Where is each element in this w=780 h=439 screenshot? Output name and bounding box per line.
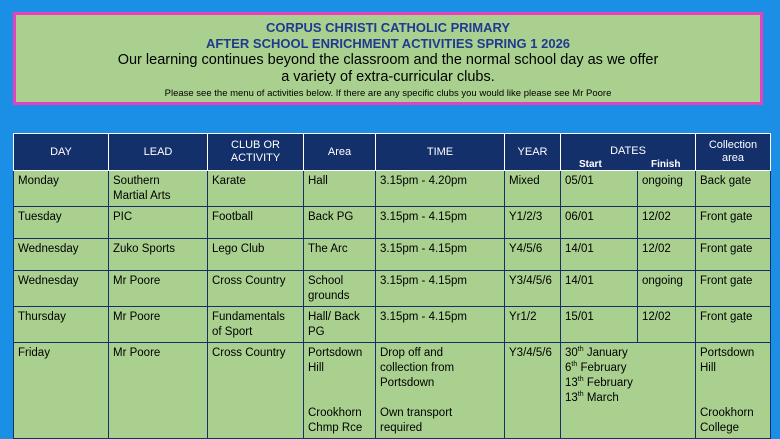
- time-cell: 3.15pm - 4.15pm: [376, 307, 505, 343]
- table-row: [14, 307, 771, 343]
- area-line-1: School: [308, 275, 344, 287]
- table-row: [14, 171, 771, 207]
- lead-line-1: Zuko Sports: [113, 243, 175, 255]
- page-title: AFTER SCHOOL ENRICHMENT ACTIVITIES SPRING 1 2026: [205, 36, 571, 51]
- start-cell: 05/01: [561, 171, 638, 207]
- club-cell: Cross Country: [208, 343, 304, 439]
- lead-cell: [109, 207, 208, 239]
- area-line-1: Back PG: [308, 211, 354, 223]
- club-line-1: Karate: [212, 175, 246, 187]
- club-cell: [208, 271, 304, 307]
- col-area: Area: [304, 134, 376, 171]
- intro-line-1: Our learning continues beyond the classroom and the normal school day as we offer: [117, 52, 659, 68]
- friday-date: 13th March: [565, 391, 619, 404]
- time-line-5: required: [380, 422, 423, 434]
- club-cell: [208, 307, 304, 343]
- collection-cell: Front gate: [696, 207, 771, 239]
- area-line-1: Hall/ Back: [308, 311, 360, 323]
- col-club-line-2: ACTIVITY: [230, 152, 281, 164]
- col-day: DAY: [14, 134, 109, 171]
- header-box: [13, 12, 763, 105]
- table-row: [14, 271, 771, 307]
- time-cell: 3.15pm - 4.15pm: [376, 271, 505, 307]
- finish-cell: ongoing: [638, 271, 696, 307]
- intro-line-2: a variety of extra-curricular clubs.: [281, 69, 495, 85]
- collection-line-3: Crookhorn: [700, 407, 754, 419]
- area-cell: [304, 343, 376, 439]
- lead-line-1: Mr Poore: [113, 275, 161, 287]
- club-line-2: of Sport: [212, 326, 253, 338]
- table-row-friday: [14, 343, 771, 439]
- friday-date: 13th February: [565, 376, 633, 389]
- day-cell: Wednesday: [14, 239, 109, 271]
- lead-cell: [109, 307, 208, 343]
- year-cell: Y3/4/5/6: [505, 343, 561, 439]
- lead-cell: [109, 271, 208, 307]
- club-cell: [208, 171, 304, 207]
- finish-cell: 12/02: [638, 239, 696, 271]
- time-cell: 3.15pm - 4.15pm: [376, 207, 505, 239]
- area-line-1: Portsdown: [308, 347, 363, 359]
- school-name: CORPUS CHRISTI CATHOLIC PRIMARY: [265, 20, 511, 35]
- day-cell: Thursday: [14, 307, 109, 343]
- club-cell: [208, 207, 304, 239]
- header-row: [14, 134, 771, 171]
- col-club-line-1: CLUB OR: [231, 139, 280, 151]
- area-line-1: The Arc: [308, 243, 348, 255]
- time-cell: 3.15pm - 4.15pm: [376, 239, 505, 271]
- intro-note: Please see the menu of activities below. If there are any specific clubs you would like please see Mr Poore: [164, 88, 612, 99]
- col-time: TIME: [376, 134, 505, 171]
- col-lead: LEAD: [109, 134, 208, 171]
- start-cell: 14/01: [561, 239, 638, 271]
- area-cell: [304, 171, 376, 207]
- col-year: YEAR: [505, 134, 561, 171]
- club-line-1: Football: [212, 211, 253, 223]
- day-cell: Friday: [14, 343, 109, 439]
- lead-cell: [109, 239, 208, 271]
- col-finish: Finish: [651, 159, 681, 170]
- year-cell: Y3/4/5/6: [505, 271, 561, 307]
- col-dates-title: DATES: [610, 145, 646, 157]
- day-cell: Monday: [14, 171, 109, 207]
- area-cell: [304, 271, 376, 307]
- dates-cell: [561, 343, 696, 439]
- club-line-1: Cross Country: [212, 275, 286, 287]
- collection-line-1: Portsdown: [700, 347, 755, 359]
- area-cell: [304, 307, 376, 343]
- area-line-4: Chmp Rce: [308, 422, 363, 434]
- area-line-1: Hall: [308, 175, 328, 187]
- collection-line-4: College: [700, 422, 739, 434]
- lead-cell: Mr Poore: [109, 343, 208, 439]
- area-line-2: PG: [308, 326, 325, 338]
- finish-cell: 12/02: [638, 307, 696, 343]
- lead-cell: [109, 171, 208, 207]
- area-cell: [304, 207, 376, 239]
- col-club: [208, 134, 304, 171]
- time-line-4: Own transport: [380, 407, 453, 419]
- area-line-3: Crookhorn: [308, 407, 362, 419]
- friday-date: 6th February: [565, 361, 627, 374]
- start-cell: 14/01: [561, 271, 638, 307]
- col-dates: [561, 134, 696, 171]
- lead-line-2: Martial Arts: [113, 190, 171, 202]
- year-cell: Y1/2/3: [505, 207, 561, 239]
- club-line-1: Lego Club: [212, 243, 265, 255]
- area-line-2: grounds: [308, 290, 350, 302]
- finish-cell: 12/02: [638, 207, 696, 239]
- time-line-2: collection from: [380, 362, 455, 374]
- area-line-2: Hill: [308, 362, 324, 374]
- table-row: [14, 207, 771, 239]
- day-cell: Tuesday: [14, 207, 109, 239]
- club-cell: [208, 239, 304, 271]
- start-cell: 06/01: [561, 207, 638, 239]
- day-cell: Wednesday: [14, 271, 109, 307]
- lead-line-1: PIC: [113, 211, 133, 223]
- time-line-3: Portsdown: [380, 377, 435, 389]
- collection-cell: Back gate: [696, 171, 771, 207]
- club-line-1: Fundamentals: [212, 311, 285, 323]
- collection-cell: [696, 343, 771, 439]
- year-cell: Y4/5/6: [505, 239, 561, 271]
- collection-cell: Front gate: [696, 307, 771, 343]
- time-line-1: Drop off and: [380, 347, 444, 359]
- lead-line-1: Mr Poore: [113, 311, 161, 323]
- col-collection: [696, 134, 771, 171]
- start-cell: 15/01: [561, 307, 638, 343]
- area-cell: [304, 239, 376, 271]
- time-cell: 3.15pm - 4.20pm: [376, 171, 505, 207]
- activities-table: [13, 133, 771, 439]
- lead-line-1: Southern: [113, 175, 160, 187]
- year-cell: Yr1/2: [505, 307, 561, 343]
- collection-line-2: Hill: [700, 362, 716, 374]
- table-row: [14, 239, 771, 271]
- friday-date: 30th January: [565, 346, 628, 359]
- year-cell: Mixed: [505, 171, 561, 207]
- time-cell: [376, 343, 505, 439]
- col-collection-line-1: Collection: [708, 139, 758, 151]
- col-start: Start: [579, 159, 602, 170]
- col-collection-line-2: area: [721, 152, 745, 164]
- finish-cell: ongoing: [638, 171, 696, 207]
- collection-cell: Front gate: [696, 271, 771, 307]
- collection-cell: Front gate: [696, 239, 771, 271]
